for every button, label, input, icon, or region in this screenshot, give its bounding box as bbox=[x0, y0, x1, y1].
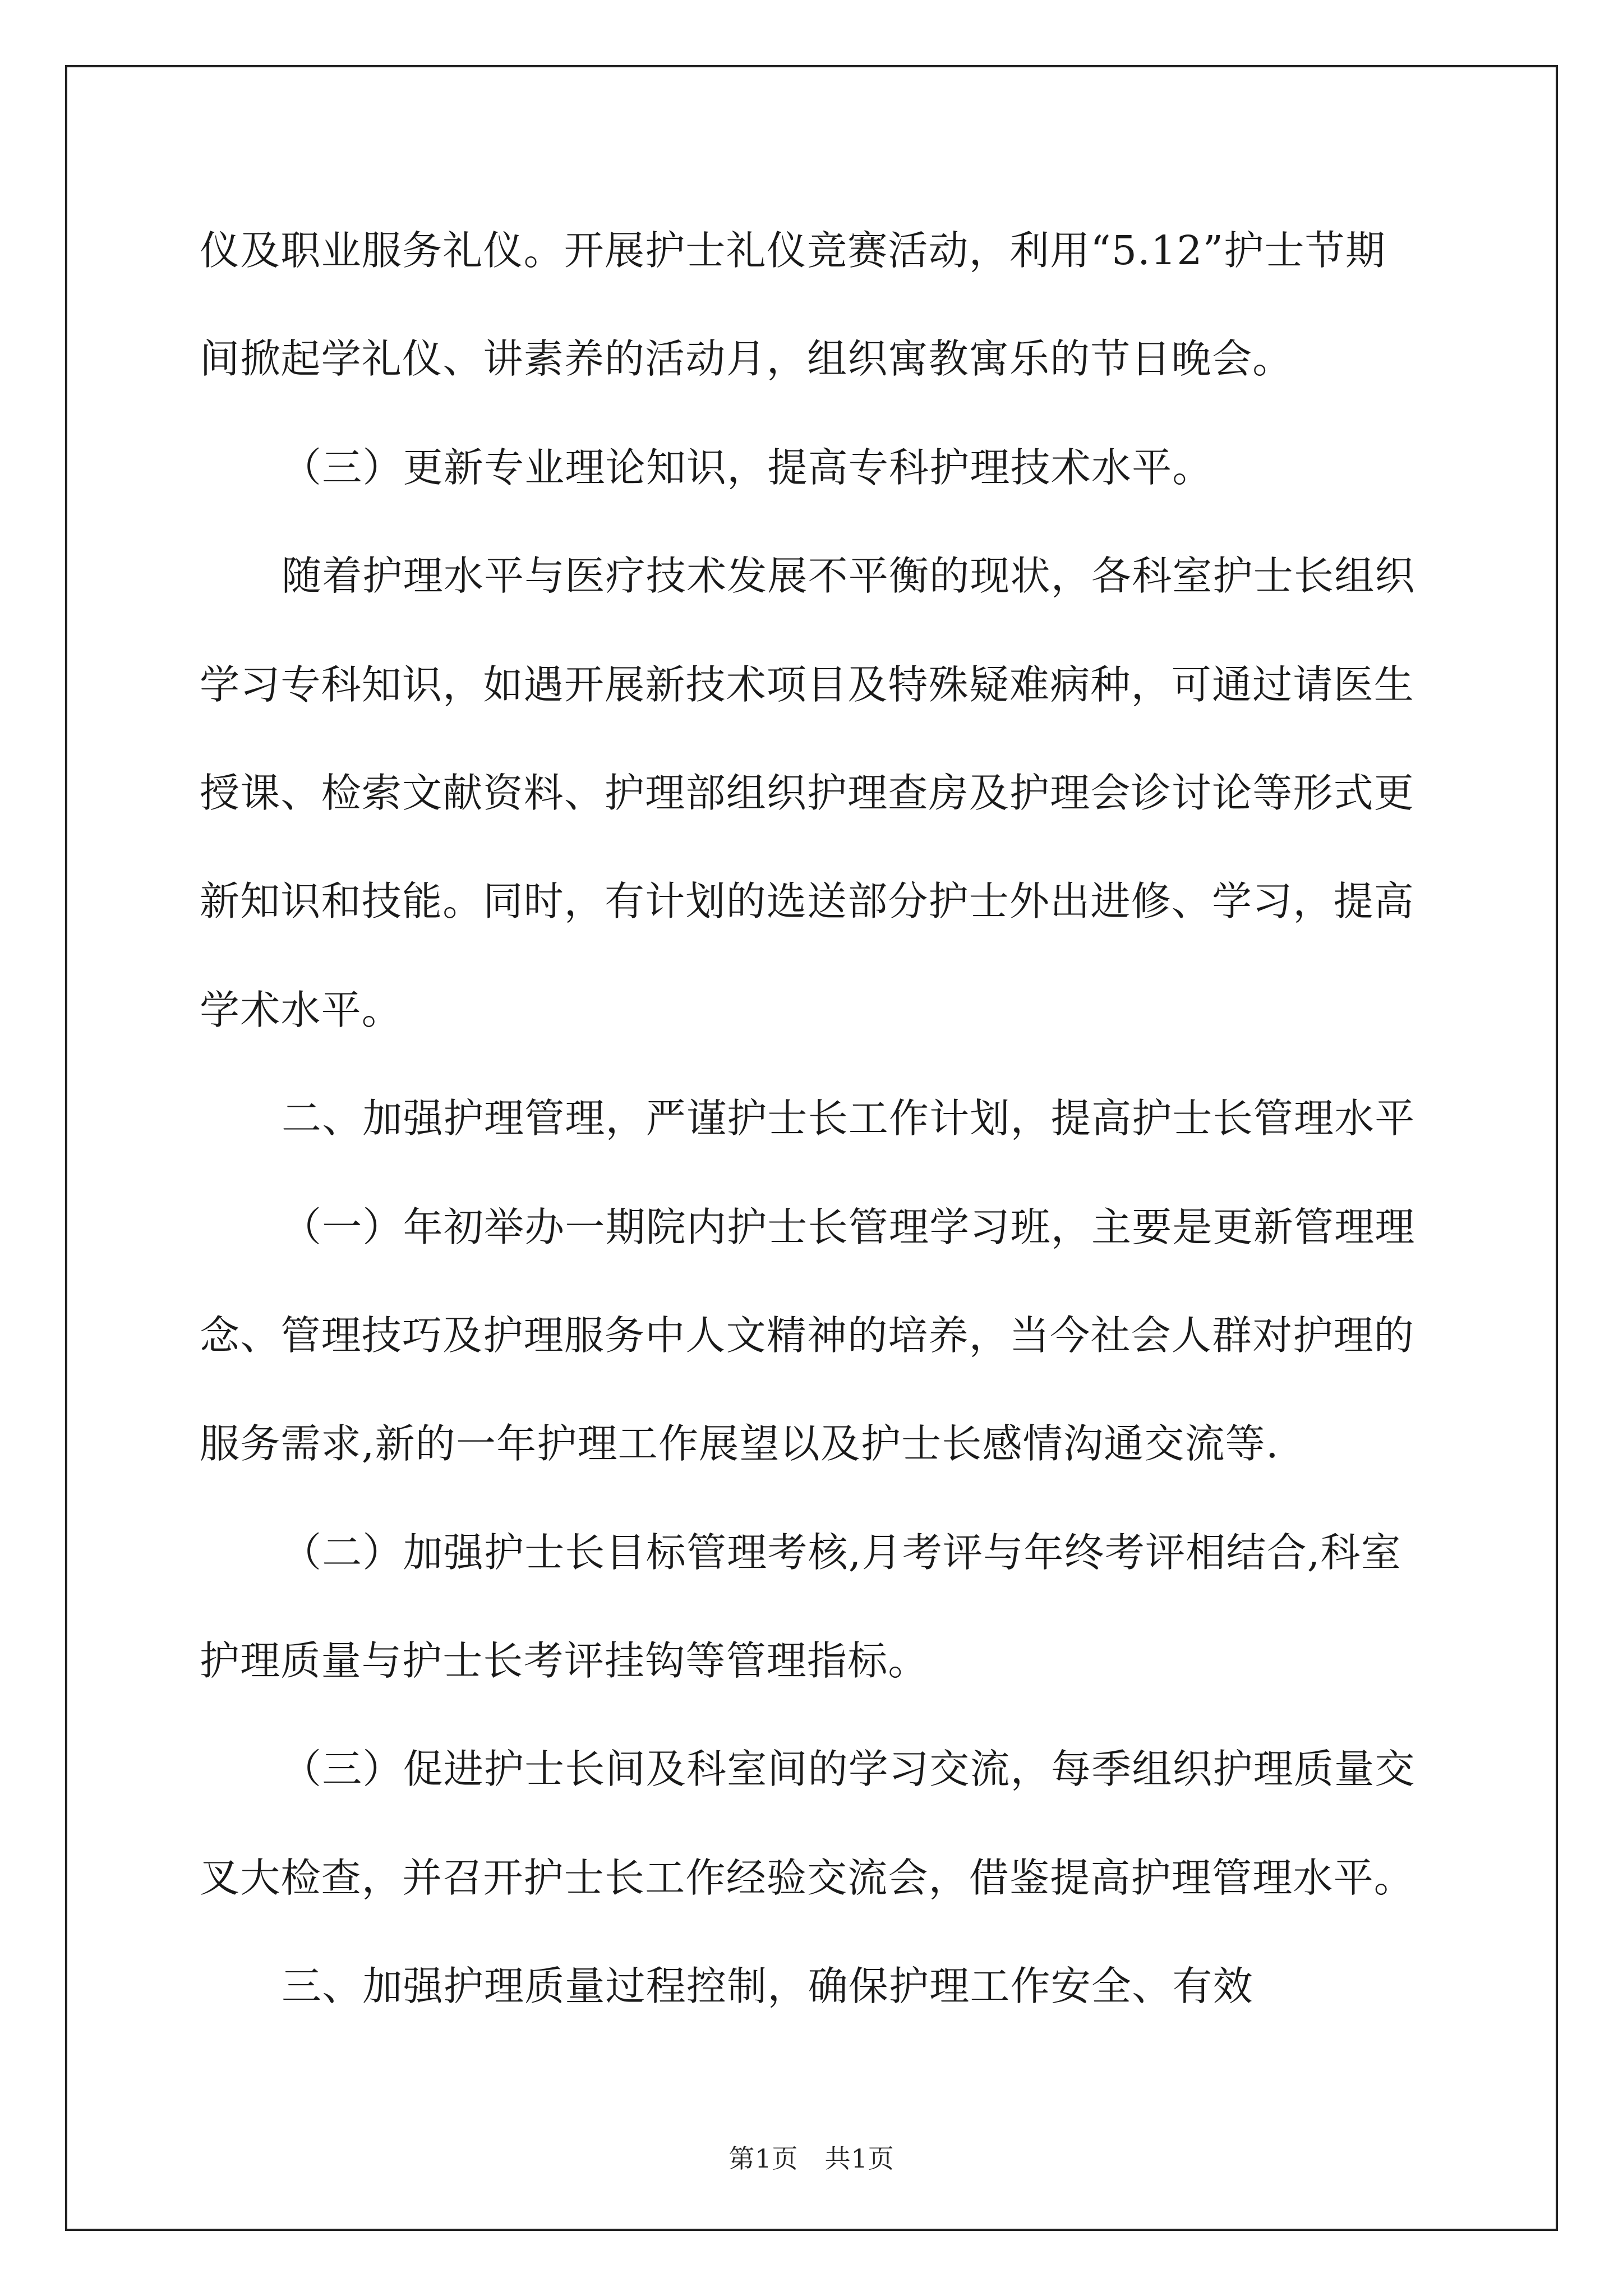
text-line: 二、加强护理管理，严谨护士长工作计划，提高护士长管理水平 bbox=[282, 1095, 1415, 1142]
text-line: 授课、检索文献资料、护理部组织护理查房及护理会诊讨论等形式更 bbox=[200, 769, 1415, 816]
text-line: 新知识和技能。同时，有计划的选送部分护士外出进修、学习，提高 bbox=[200, 878, 1415, 925]
text-line: 护理质量与护士长考评挂钩等管理指标。 bbox=[200, 1637, 929, 1685]
text-line: 三、加强护理质量过程控制，确保护理工作安全、有效 bbox=[282, 1963, 1253, 2010]
page-footer: 第1页 共1页 bbox=[728, 2143, 895, 2174]
text-line: 学术水平。 bbox=[200, 986, 403, 1033]
text-line: 服务需求,新的一年护理工作展望以及护士长感情沟通交流等. bbox=[200, 1420, 1279, 1467]
text-line: 间掀起学礼仪、讲素养的活动月，组织寓教寓乐的节日晚会。 bbox=[200, 335, 1293, 383]
text-line: （一）年初举办一期院内护士长管理学习班，主要是更新管理理 bbox=[282, 1203, 1415, 1250]
text-line: 叉大检查，并召开护士长工作经验交流会，借鉴提高护理管理水平。 bbox=[200, 1854, 1415, 1901]
text-line: （二）加强护士长目标管理考核,月考评与年终考评相结合,科室 bbox=[282, 1529, 1401, 1576]
text-line: 学习专科知识，如遇开展新技术项目及特殊疑难病种，可通过请医生 bbox=[200, 661, 1415, 708]
text-line: （三）更新专业理论知识，提高专科护理技术水平。 bbox=[282, 444, 1213, 491]
text-line: 随着护理水平与医疗技术发展不平衡的现状，各科室护士长组织 bbox=[282, 553, 1415, 600]
text-line: 念、管理技巧及护理服务中人文精神的培养，当今社会人群对护理的 bbox=[200, 1312, 1415, 1359]
text-line: 仪及职业服务礼仪。开展护士礼仪竞赛活动，利用“5.12”护士节期 bbox=[200, 227, 1386, 274]
document-body bbox=[200, 196, 1431, 2041]
text-line: （三）促进护士长间及科室间的学习交流，每季组织护理质量交 bbox=[282, 1746, 1415, 1793]
